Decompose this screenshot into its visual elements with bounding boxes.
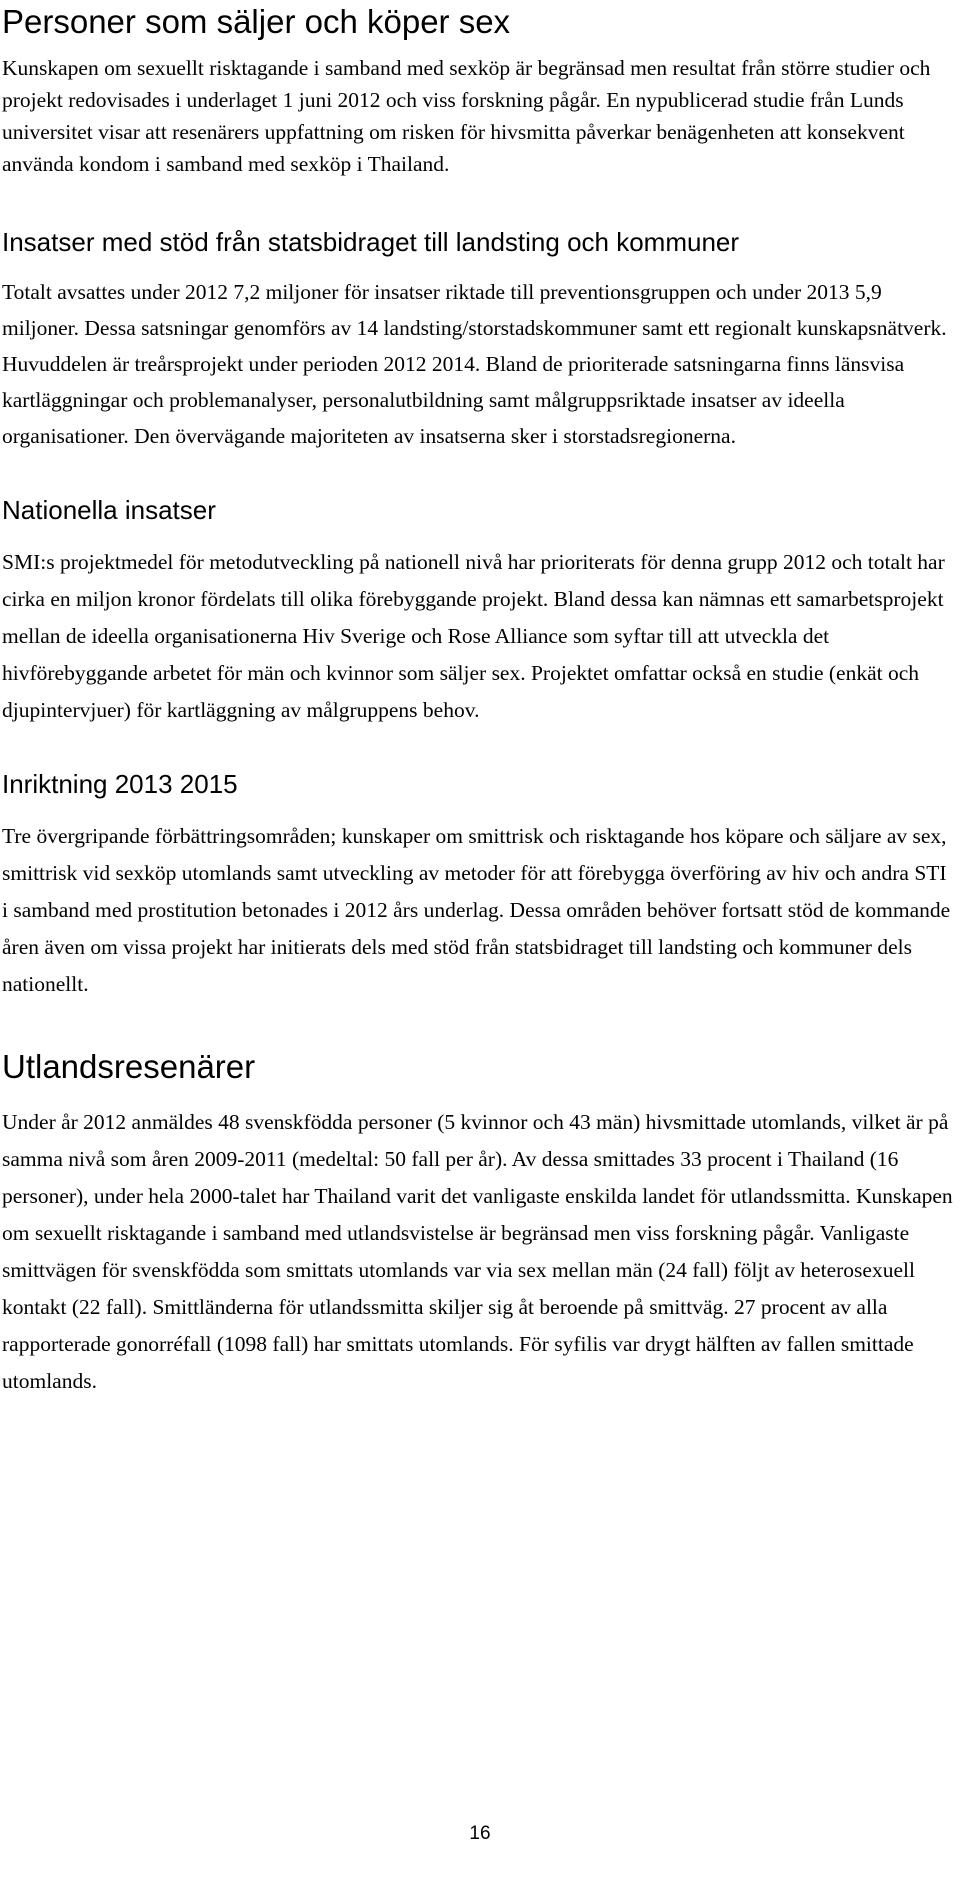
section-heading-insatser-statsbidrag: Insatser med stöd från statsbidraget till landsting och kommuner bbox=[2, 227, 740, 257]
section-heading-utlandsresenarer: Utlandsresenärer bbox=[2, 1048, 256, 1085]
section-heading-nationella-insatser: Nationella insatser bbox=[2, 495, 216, 525]
section-paragraph-utlandsresenarer: Under år 2012 anmäldes 48 svenskfödda personer (5 kvinnor och 43 män) hivsmittade utomlands, vilket är på samma nivå som åren 2009-2011 (medeltal: 50 fall per år). Av dessa smittades 33 procent i Thailand (16 personer), under hela 2000-talet har Thailand varit det vanligaste enskilda landet för utlandssmitta. Kunskapen om sexuellt risktagande i samband med utlandsvistelse är begränsad men viss forskning pågår. Vanligaste smittvägen för svenskfödda som smittats utomlands var via sex mellan män (24 fall) följt av heterosexuell kontakt (22 fall). Smittländerna för utlandssmitta skiljer sig åt beroende på smittväg. 27 procent av alla rapporterade gonorréfall (1098 fall) har smittats utomlands. För syfilis var drygt hälften av fallen smittade utomlands. bbox=[2, 1110, 953, 1393]
section-heading-inriktning: Inriktning 2013 2015 bbox=[2, 769, 238, 799]
section-paragraph-nationella-insatser: SMI:s projektmedel för metodutveckling på nationell nivå har prioriterats för denna grupp 2012 och totalt har cirka en miljon kronor fördelats till olika förebyggande projekt. Bland dessa kan nämnas ett samarbetsprojekt mellan de ideella organisationerna Hiv Sverige och Rose Alliance som syftar till att utveckla det hivförebyggande arbetet för män och kvinnor som säljer sex. Projektet omfattar också en studie (enkät och djupintervjuer) för kartläggning av målgruppens behov. bbox=[2, 550, 945, 722]
section-paragraph-insatser-statsbidrag: Totalt avsattes under 2012 7,2 miljoner för insatser riktade till preventionsgruppen och under 2013 5,9 miljoner. Dessa satsningar genomförs av 14 landsting/storstadskommuner samt ett regionalt kunskapsnätverk. Huvuddelen är treårsprojekt under perioden 2012 2014. Bland de prioriterade satsningarna finns länsvisa kartläggningar och problemanalyser, personalutbildning samt målgruppsriktade insatser av ideella organisationer. Den övervägande majoriteten av insatserna sker i storstadsregionerna. bbox=[2, 280, 947, 448]
page-number: 16 bbox=[469, 1823, 491, 1844]
page-content bbox=[2, 0, 957, 1400]
section-paragraph-personer-som-saljer-och-koper-sex: Kunskapen om sexuellt risktagande i samband med sexköp är begränsad men resultat från större studier och projekt redovisades i underlaget 1 juni 2012 och viss forskning pågår. En nypublicerad studie från Lunds universitet visar att resenärers uppfattning om risken för hivsmitta påverkar benägenheten att konsekvent använda kondom i samband med sexköp i Thailand. bbox=[2, 56, 931, 176]
section-heading-personer-som-saljer-och-koper-sex: Personer som säljer och köper sex bbox=[2, 3, 511, 40]
section-paragraph-inriktning: Tre övergripande förbättringsområden; kunskaper om smittrisk och risktagande hos köpare och säljare av sex, smittrisk vid sexköp utomlands samt utveckling av metoder för att förebygga överföring av hiv och andra STI i samband med prostitution betonades i 2012 års underlag. Dessa områden behöver fortsatt stöd de kommande åren även om vissa projekt har initierats dels med stöd från statsbidraget till landsting och kommuner dels nationellt. bbox=[2, 824, 951, 996]
